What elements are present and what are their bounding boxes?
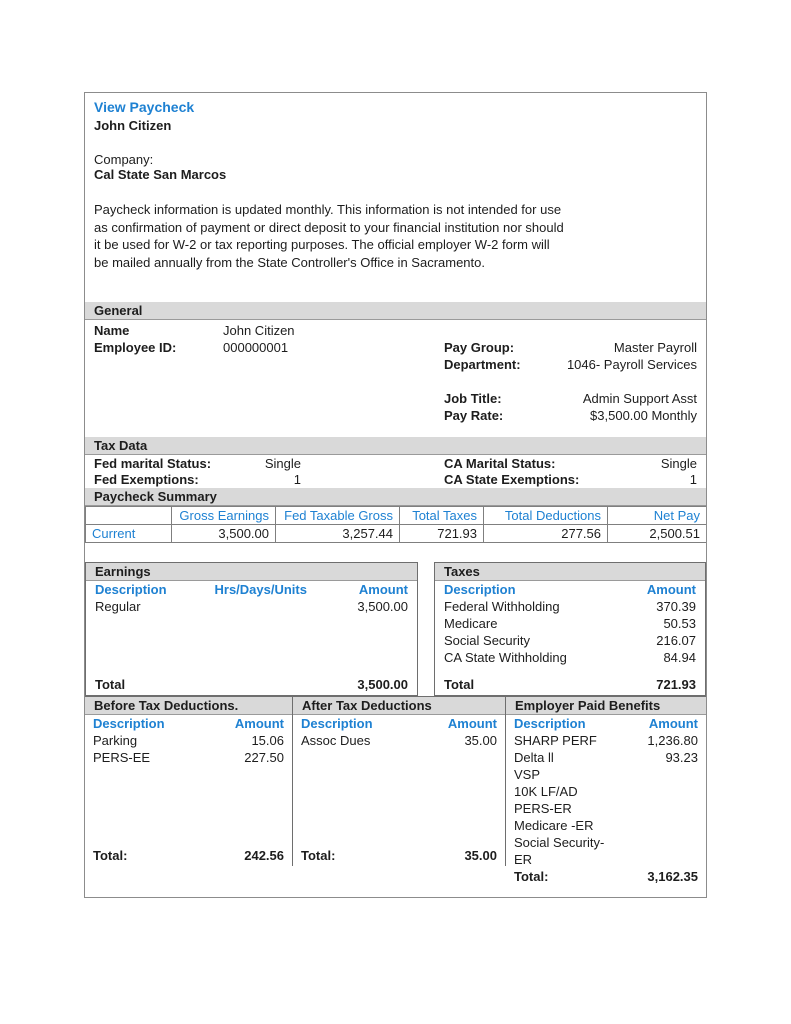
deductions-benefits-section: [85, 696, 706, 884]
earnings-row-description: Regular: [95, 599, 141, 614]
after-tax-column-headers: [293, 715, 505, 732]
ca-marital-label: CA Marital Status:: [444, 456, 556, 471]
benefits-total-row: [506, 868, 706, 885]
company-label: Company:: [94, 152, 154, 167]
earnings-total-amount: 3,500.00: [357, 677, 408, 692]
deduction-amount: 35.00: [464, 733, 497, 748]
summary-header-blank: [86, 507, 172, 525]
section-header-before-tax-deductions: Before Tax Deductions.: [85, 697, 292, 715]
section-header-taxes: Taxes: [435, 563, 705, 581]
tax-row-amount: 216.07: [656, 633, 696, 648]
summary-fed-taxable-gross-value: 3,257.44: [276, 525, 400, 543]
summary-gross-earnings-value: 3,500.00: [172, 525, 276, 543]
benefit-amount: [606, 783, 698, 800]
section-header-after-tax-deductions: After Tax Deductions: [293, 697, 505, 715]
general-section: [85, 320, 706, 437]
summary-header-net-pay: Net Pay: [608, 507, 707, 525]
department-value: 1046- Payroll Services: [566, 357, 697, 372]
taxes-col-amount: Amount: [646, 582, 696, 597]
benefit-amount: [606, 817, 698, 834]
paycheck-summary-table: [85, 506, 707, 543]
before-tax-total-label: Total:: [93, 848, 128, 863]
benefits-col-amount: Amount: [648, 716, 698, 731]
before-tax-row: [85, 732, 292, 749]
earnings-row-hrs: [206, 598, 317, 615]
job-title-label: Job Title:: [444, 391, 502, 406]
earnings-row: [86, 598, 417, 615]
earnings-total-label: Total: [95, 677, 126, 692]
after-tax-total-label: Total:: [301, 848, 336, 863]
taxes-total-row: [435, 676, 705, 693]
before-tax-total-amount: 242.56: [244, 848, 284, 863]
summary-data-row: [86, 525, 707, 543]
pay-rate-label: Pay Rate:: [444, 408, 504, 423]
ca-exemptions-value: 1: [689, 472, 697, 487]
employee-id-label: Employee ID:: [94, 340, 177, 355]
summary-header-gross-earnings: Gross Earnings: [172, 507, 276, 525]
taxes-total-label: Total: [444, 677, 475, 692]
pay-group-value: Master Payroll: [613, 340, 697, 355]
name-label: Name: [94, 323, 130, 338]
before-tax-column-headers: [85, 715, 292, 732]
earnings-col-amount: Amount: [358, 582, 408, 597]
tax-row-description: Social Security: [444, 633, 530, 648]
benefit-amount: [606, 766, 698, 783]
employee-id-value: 000000001: [223, 340, 289, 355]
disclaimer-text: Paycheck information is updated monthly. This information is not intended for use as confirmation of payment or direct deposit to your financial institution nor should it be used for W-2 or tax reporting purposes. The official employer W-2 form will be mailed annually from the State Controller's Office in Sacramento.: [94, 202, 564, 270]
after-tax-deductions-box: [293, 697, 506, 866]
summary-total-taxes-value: 721.93: [400, 525, 484, 543]
section-header-employer-paid-benefits: Employer Paid Benefits: [506, 697, 706, 715]
pay-rate-value: $3,500.00 Monthly: [590, 408, 697, 423]
summary-header-total-deductions: Total Deductions: [484, 507, 608, 525]
taxes-row: [435, 615, 705, 632]
summary-net-pay-value: 2,500.51: [608, 525, 707, 543]
earnings-row-amount: 3,500.00: [357, 599, 408, 614]
benefits-row: [506, 834, 706, 868]
benefits-total-amount: 3,162.35: [647, 869, 698, 884]
benefits-col-description: Description: [514, 716, 586, 731]
employee-name: John Citizen: [94, 118, 172, 133]
before-tax-col-amount: Amount: [234, 716, 284, 731]
taxes-total-amount: 721.93: [656, 677, 696, 692]
tax-row-amount: 370.39: [656, 599, 696, 614]
benefit-description: Social Security-ER: [514, 835, 605, 867]
benefit-description: Delta ll: [514, 750, 554, 765]
after-tax-col-description: Description: [301, 716, 373, 731]
paycheck-document: [84, 92, 707, 898]
earnings-total-row: [86, 676, 417, 693]
benefit-description: Medicare -ER: [514, 818, 594, 833]
after-tax-row: [293, 732, 505, 749]
taxes-row: [435, 598, 705, 615]
before-tax-row: [85, 749, 292, 766]
department-label: Department:: [444, 357, 521, 372]
ca-exemptions-label: CA State Exemptions:: [444, 472, 580, 487]
fed-marital-value: Single: [264, 456, 301, 471]
after-tax-total-row: [293, 847, 505, 864]
company-name: Cal State San Marcos: [94, 167, 227, 182]
benefit-description: PERS-ER: [514, 801, 572, 816]
taxes-row: [435, 649, 705, 666]
tax-data-section: [85, 455, 706, 488]
section-header-tax-data: Tax Data: [85, 437, 706, 455]
tax-row-description: CA State Withholding: [444, 650, 567, 665]
benefit-description: VSP: [514, 767, 541, 782]
deduction-description: Parking: [93, 733, 138, 748]
tax-row-amount: 50.53: [663, 616, 696, 631]
benefits-row: [506, 800, 706, 817]
before-tax-total-row: [85, 847, 292, 864]
deduction-amount: 15.06: [251, 733, 284, 748]
earnings-box: [85, 562, 418, 696]
tax-row-description: Federal Withholding: [444, 599, 560, 614]
section-header-earnings: Earnings: [86, 563, 417, 581]
benefit-amount: 93.23: [665, 750, 698, 765]
summary-header-fed-taxable-gross: Fed Taxable Gross: [276, 507, 400, 525]
earnings-col-description: Description: [95, 582, 167, 597]
page-title: View Paycheck: [94, 99, 195, 115]
before-tax-col-description: Description: [93, 716, 165, 731]
after-tax-total-amount: 35.00: [464, 848, 497, 863]
section-header-general: General: [85, 302, 706, 320]
benefits-row: [506, 766, 706, 783]
after-tax-col-amount: Amount: [447, 716, 497, 731]
benefit-amount: [606, 800, 698, 817]
earnings-column-headers: [86, 581, 417, 598]
employer-paid-benefits-box: [506, 697, 706, 884]
pay-group-label: Pay Group:: [444, 340, 515, 355]
benefits-row: [506, 783, 706, 800]
benefit-amount: 1,236.80: [647, 733, 698, 748]
deduction-description: PERS-EE: [93, 750, 151, 765]
job-title-value: Admin Support Asst: [582, 391, 697, 406]
summary-total-deductions-value: 277.56: [484, 525, 608, 543]
benefit-description: SHARP PERF: [514, 733, 597, 748]
ca-marital-value: Single: [660, 456, 697, 471]
deduction-amount: 227.50: [244, 750, 284, 765]
summary-header-row: [86, 507, 707, 525]
benefits-row: [506, 749, 706, 766]
benefits-row: [506, 732, 706, 749]
fed-marital-label: Fed marital Status:: [94, 456, 212, 471]
taxes-column-headers: [435, 581, 705, 598]
earnings-col-hrs-days-units: Hrs/Days/Units: [214, 582, 307, 597]
before-tax-deductions-box: [85, 697, 293, 866]
benefits-column-headers: [506, 715, 706, 732]
benefit-description: 10K LF/AD: [514, 784, 578, 799]
benefits-total-label: Total:: [514, 869, 549, 884]
intro-section: [85, 93, 706, 302]
deduction-description: Assoc Dues: [301, 733, 371, 748]
benefit-amount: [606, 834, 698, 868]
tax-row-description: Medicare: [444, 616, 498, 631]
fed-exemptions-label: Fed Exemptions:: [94, 472, 199, 487]
taxes-col-description: Description: [444, 582, 516, 597]
summary-current-link[interactable]: Current: [86, 525, 172, 543]
fed-exemptions-value: 1: [293, 472, 301, 487]
benefits-row: [506, 817, 706, 834]
taxes-box: [434, 562, 706, 696]
section-header-paycheck-summary: Paycheck Summary: [85, 488, 706, 506]
tax-row-amount: 84.94: [663, 650, 696, 665]
taxes-row: [435, 632, 705, 649]
summary-header-total-taxes: Total Taxes: [400, 507, 484, 525]
name-value: John Citizen: [223, 323, 295, 338]
